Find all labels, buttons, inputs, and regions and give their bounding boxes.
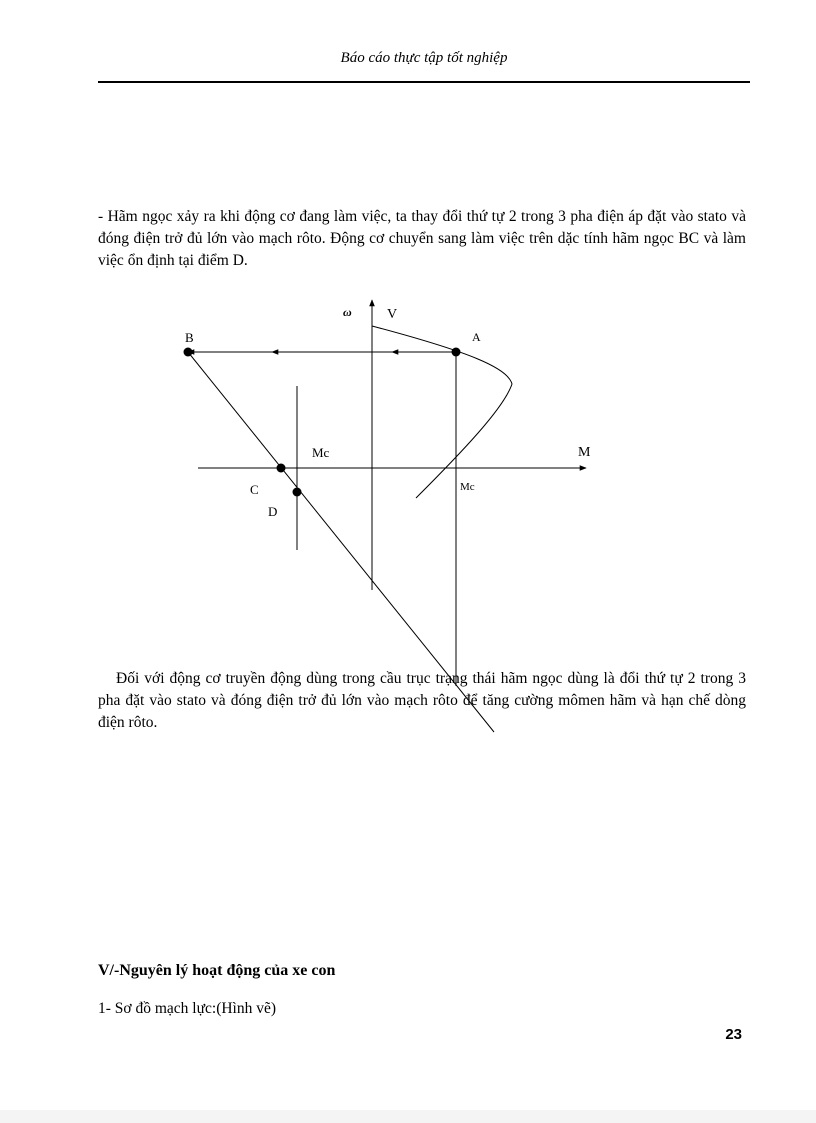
point-c-label: C <box>250 482 259 497</box>
point-d-label: D <box>268 504 278 519</box>
mc-left-label: Mc <box>312 445 330 460</box>
paragraph-crane-application: Đối với động cơ truyền động dùng trong cầu trục trạng thái hãm ngọc dùng là đổi thứ tự 2 trong 3 pha đặt vào stato và đóng điện trở đủ lớn vào mạch rôto để tăng cường mômen hãm và hạn chế dòng điện rôto. <box>98 670 746 731</box>
mc-right-label: Mc <box>460 481 475 493</box>
point-b-label: B <box>185 330 194 345</box>
footer-band <box>0 1110 816 1123</box>
paragraph-braking-description: - Hãm ngọc xảy ra khi động cơ đang làm việc, ta thay đổi thứ tự 2 trong 3 pha điện áp đặt vào stato và đóng điện trở đủ lớn vào mạch rôto. Động cơ chuyển sang làm việc trên dặc tính hãm ngọc BC và làm việc ổn định tại điểm D. <box>98 208 746 269</box>
point-d-marker <box>293 488 302 497</box>
point-c-marker <box>277 464 286 473</box>
page-header-title: Báo cáo thực tập tốt nghiệp <box>340 50 508 66</box>
page-number: 23 <box>725 1026 742 1043</box>
point-a-label: A <box>472 330 481 344</box>
point-a-marker <box>452 348 461 357</box>
list-item-power-circuit: 1- Sơ đồ mạch lực:(Hình vẽ) <box>98 1000 277 1017</box>
omega-label: ω <box>343 305 352 319</box>
v-axis-label: V <box>387 307 398 322</box>
section-title-trolley-operation: V/-Nguyên lý hoạt động của xe con <box>98 962 336 979</box>
m-axis-label: M <box>578 445 591 460</box>
point-b-marker <box>184 348 193 357</box>
